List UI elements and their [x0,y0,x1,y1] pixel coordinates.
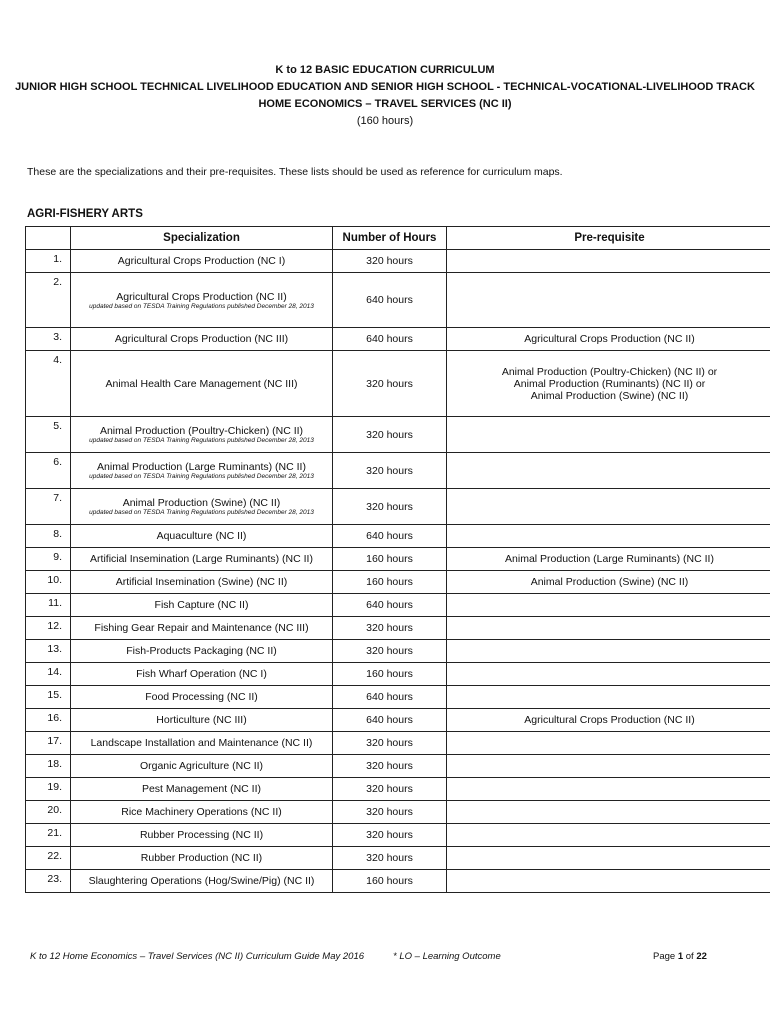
specialization-name: Horticulture (NC III) [156,714,247,726]
table-row [26,663,770,686]
specialization-name: Fish Capture (NC II) [154,599,249,611]
row-number: 10. [26,571,71,594]
hours-cell: 320 hours [333,417,447,453]
hours-cell: 160 hours [333,663,447,686]
specialization-cell [71,663,333,686]
header-hours: Number of Hours [333,227,447,250]
page-number [653,951,707,962]
prerequisite-cell [447,525,770,548]
intro-text: These are the specializations and their pre-requisites. These lists should be used as reference for curriculum maps. [27,166,563,178]
update-note: updated based on TESDA Training Regulations published December 28, 2013 [89,302,314,310]
specialization-cell [71,755,333,778]
table-row [26,847,770,870]
specialization-cell [71,273,333,328]
specialization-cell [71,686,333,709]
specialization-name: Animal Health Care Management (NC III) [105,377,298,390]
hours-cell: 320 hours [333,617,447,640]
hours-cell: 320 hours [333,640,447,663]
update-note: updated based on TESDA Training Regulations published December 28, 2013 [89,509,314,516]
row-number: 17. [26,732,71,755]
specialization-cell [71,778,333,801]
row-number: 7. [26,489,71,525]
specialization-cell [71,847,333,870]
hours-cell: 640 hours [333,273,447,328]
hours-cell: 320 hours [333,489,447,525]
specialization-cell [71,801,333,824]
prerequisite-cell [447,489,770,525]
prerequisite-item: Agricultural Crops Production (NC II) [524,714,695,726]
page-prefix: Page [653,951,678,962]
row-number: 3. [26,328,71,351]
specialization-name: Aquaculture (NC II) [156,530,247,542]
row-number: 21. [26,824,71,847]
row-number: 23. [26,870,71,893]
hours-cell: 320 hours [333,755,447,778]
hours-cell: 640 hours [333,709,447,732]
specialization-name: Rubber Production (NC II) [140,852,263,864]
table-row [26,732,770,755]
page-total: 22 [696,951,707,962]
page-current: 1 [677,951,684,962]
row-number: 20. [26,801,71,824]
program-title: JUNIOR HIGH SCHOOL TECHNICAL LIVELIHOOD EDUCATION AND SENIOR HIGH SCHOOL - TECHNICAL-VOCATIONAL-LIVELIHOOD TRACK [15,81,755,93]
specialization-name: Animal Production (Swine) (NC II) [122,497,281,509]
table-row [26,709,770,732]
specialization-cell [71,525,333,548]
table-row [26,328,770,351]
table-row [26,778,770,801]
prerequisite-cell [447,824,770,847]
specialization-cell [71,824,333,847]
specialization-name: Fish-Products Packaging (NC II) [126,645,277,657]
specialization-name: Animal Production (Poultry-Chicken) (NC II) [99,425,304,437]
hours-cell: 320 hours [333,847,447,870]
specialization-cell [71,453,333,489]
prerequisite-item: Animal Production (Large Ruminants) (NC II) [505,553,714,565]
specialization-name: Agricultural Crops Production (NC III) [114,333,289,345]
specialization-cell [71,489,333,525]
course-hours: (160 hours) [356,115,414,127]
row-number: 9. [26,548,71,571]
specialization-name: Rice Machinery Operations (NC II) [121,806,282,818]
specialization-name: Pest Management (NC II) [141,783,262,795]
prerequisite-cell [447,594,770,617]
table-row [26,351,770,417]
update-note: updated based on TESDA Training Regulations published December 28, 2013 [89,437,314,444]
table-row [26,453,770,489]
row-number: 13. [26,640,71,663]
hours-cell: 320 hours [333,824,447,847]
prerequisite-cell [447,709,770,732]
row-number: 12. [26,617,71,640]
prerequisite-cell [447,548,770,571]
table-row [26,801,770,824]
row-number: 1. [26,250,71,273]
prerequisite-item: Animal Production (Swine) (NC II) [530,389,689,402]
specialization-cell [71,328,333,351]
specialization-cell [71,351,333,417]
specialization-name: Artificial Insemination (Large Ruminants) (NC II) [90,553,313,565]
prerequisite-cell [447,663,770,686]
prerequisite-cell [447,847,770,870]
specialization-name: Rubber Processing (NC II) [139,829,264,841]
prerequisite-cell [447,732,770,755]
course-title: HOME ECONOMICS – TRAVEL SERVICES (NC II) [258,98,512,110]
specialization-name: Artificial Insemination (Swine) (NC II) [115,576,288,588]
specialization-cell [71,250,333,273]
specialization-table [25,226,770,893]
specialization-name: Slaughtering Operations (Hog/Swine/Pig) (NC II) [88,875,315,887]
hours-cell: 640 hours [333,594,447,617]
specialization-name: Fish Wharf Operation (NC I) [136,668,267,680]
hours-cell: 160 hours [333,870,447,893]
header-number [26,227,71,250]
hours-cell: 160 hours [333,548,447,571]
hours-cell: 320 hours [333,778,447,801]
row-number: 22. [26,847,71,870]
prerequisite-cell [447,328,770,351]
prerequisite-item: Agricultural Crops Production (NC II) [524,333,695,345]
prerequisite-cell [447,617,770,640]
specialization-cell [71,709,333,732]
row-number: 4. [26,351,71,417]
footer-lo-note: * LO – Learning Outcome [393,951,501,962]
row-number: 14. [26,663,71,686]
specialization-cell [71,594,333,617]
table-row [26,250,770,273]
hours-cell: 320 hours [333,250,447,273]
row-number: 18. [26,755,71,778]
header-specialization: Specialization [71,227,333,250]
hours-cell: 320 hours [333,351,447,417]
specialization-cell [71,548,333,571]
table-row [26,824,770,847]
hours-cell: 320 hours [333,453,447,489]
specialization-cell [71,732,333,755]
prerequisite-cell [447,453,770,489]
specialization-name: Landscape Installation and Maintenance (NC II) [90,737,313,749]
specialization-cell [71,571,333,594]
table-row [26,686,770,709]
prerequisite-cell [447,778,770,801]
table-row [26,525,770,548]
row-number: 5. [26,417,71,453]
prerequisite-cell [447,417,770,453]
table-row [26,548,770,571]
table-row [26,489,770,525]
footer-guide-title: K to 12 Home Economics – Travel Services (NC II) Curriculum Guide May 2016 [30,951,365,962]
table-row [26,417,770,453]
hours-cell: 640 hours [333,525,447,548]
prerequisite-cell [447,571,770,594]
row-number: 16. [26,709,71,732]
update-note: updated based on TESDA Training Regulations published December 28, 2013 [89,473,314,480]
table-row [26,870,770,893]
table-row [26,755,770,778]
row-number: 19. [26,778,71,801]
table-row [26,594,770,617]
hours-cell: 160 hours [333,571,447,594]
row-number: 8. [26,525,71,548]
specialization-cell [71,417,333,453]
curriculum-title: K to 12 BASIC EDUCATION CURRICULUM [275,64,495,76]
section-title: AGRI-FISHERY ARTS [27,208,143,220]
table-row [26,617,770,640]
table-row [26,571,770,594]
prerequisite-cell [447,755,770,778]
prerequisite-item: Animal Production (Swine) (NC II) [530,576,689,588]
table-header-row [26,227,770,250]
table-row [26,273,770,328]
specialization-name: Fishing Gear Repair and Maintenance (NC III) [94,622,309,634]
hours-cell: 320 hours [333,801,447,824]
specialization-cell [71,870,333,893]
prerequisite-cell [447,273,770,328]
row-number: 15. [26,686,71,709]
specialization-name: Organic Agriculture (NC II) [139,760,264,772]
prerequisite-cell [447,870,770,893]
prerequisite-cell [447,801,770,824]
hours-cell: 640 hours [333,328,447,351]
specialization-name: Animal Production (Large Ruminants) (NC II) [97,461,306,473]
page-of: of [683,951,697,962]
prerequisite-cell [447,640,770,663]
prerequisite-item: Animal Production (Poultry-Chicken) (NC II) or [501,365,718,378]
table-body [26,250,770,893]
table-row [26,640,770,663]
prerequisite-cell [447,250,770,273]
specialization-name: Agricultural Crops Production (NC II) [116,290,287,303]
specialization-cell [71,640,333,663]
specialization-cell [71,617,333,640]
prerequisite-cell [447,351,770,417]
row-number: 6. [26,453,71,489]
row-number: 2. [26,273,71,328]
row-number: 11. [26,594,71,617]
specialization-name: Agricultural Crops Production (NC I) [117,255,286,267]
prerequisite-item: Animal Production (Ruminants) (NC II) or [513,377,706,390]
prerequisite-cell [447,686,770,709]
hours-cell: 320 hours [333,732,447,755]
header-prerequisite: Pre-requisite [447,227,770,250]
hours-cell: 640 hours [333,686,447,709]
document-header [0,62,770,130]
specialization-name: Food Processing (NC II) [145,691,258,703]
